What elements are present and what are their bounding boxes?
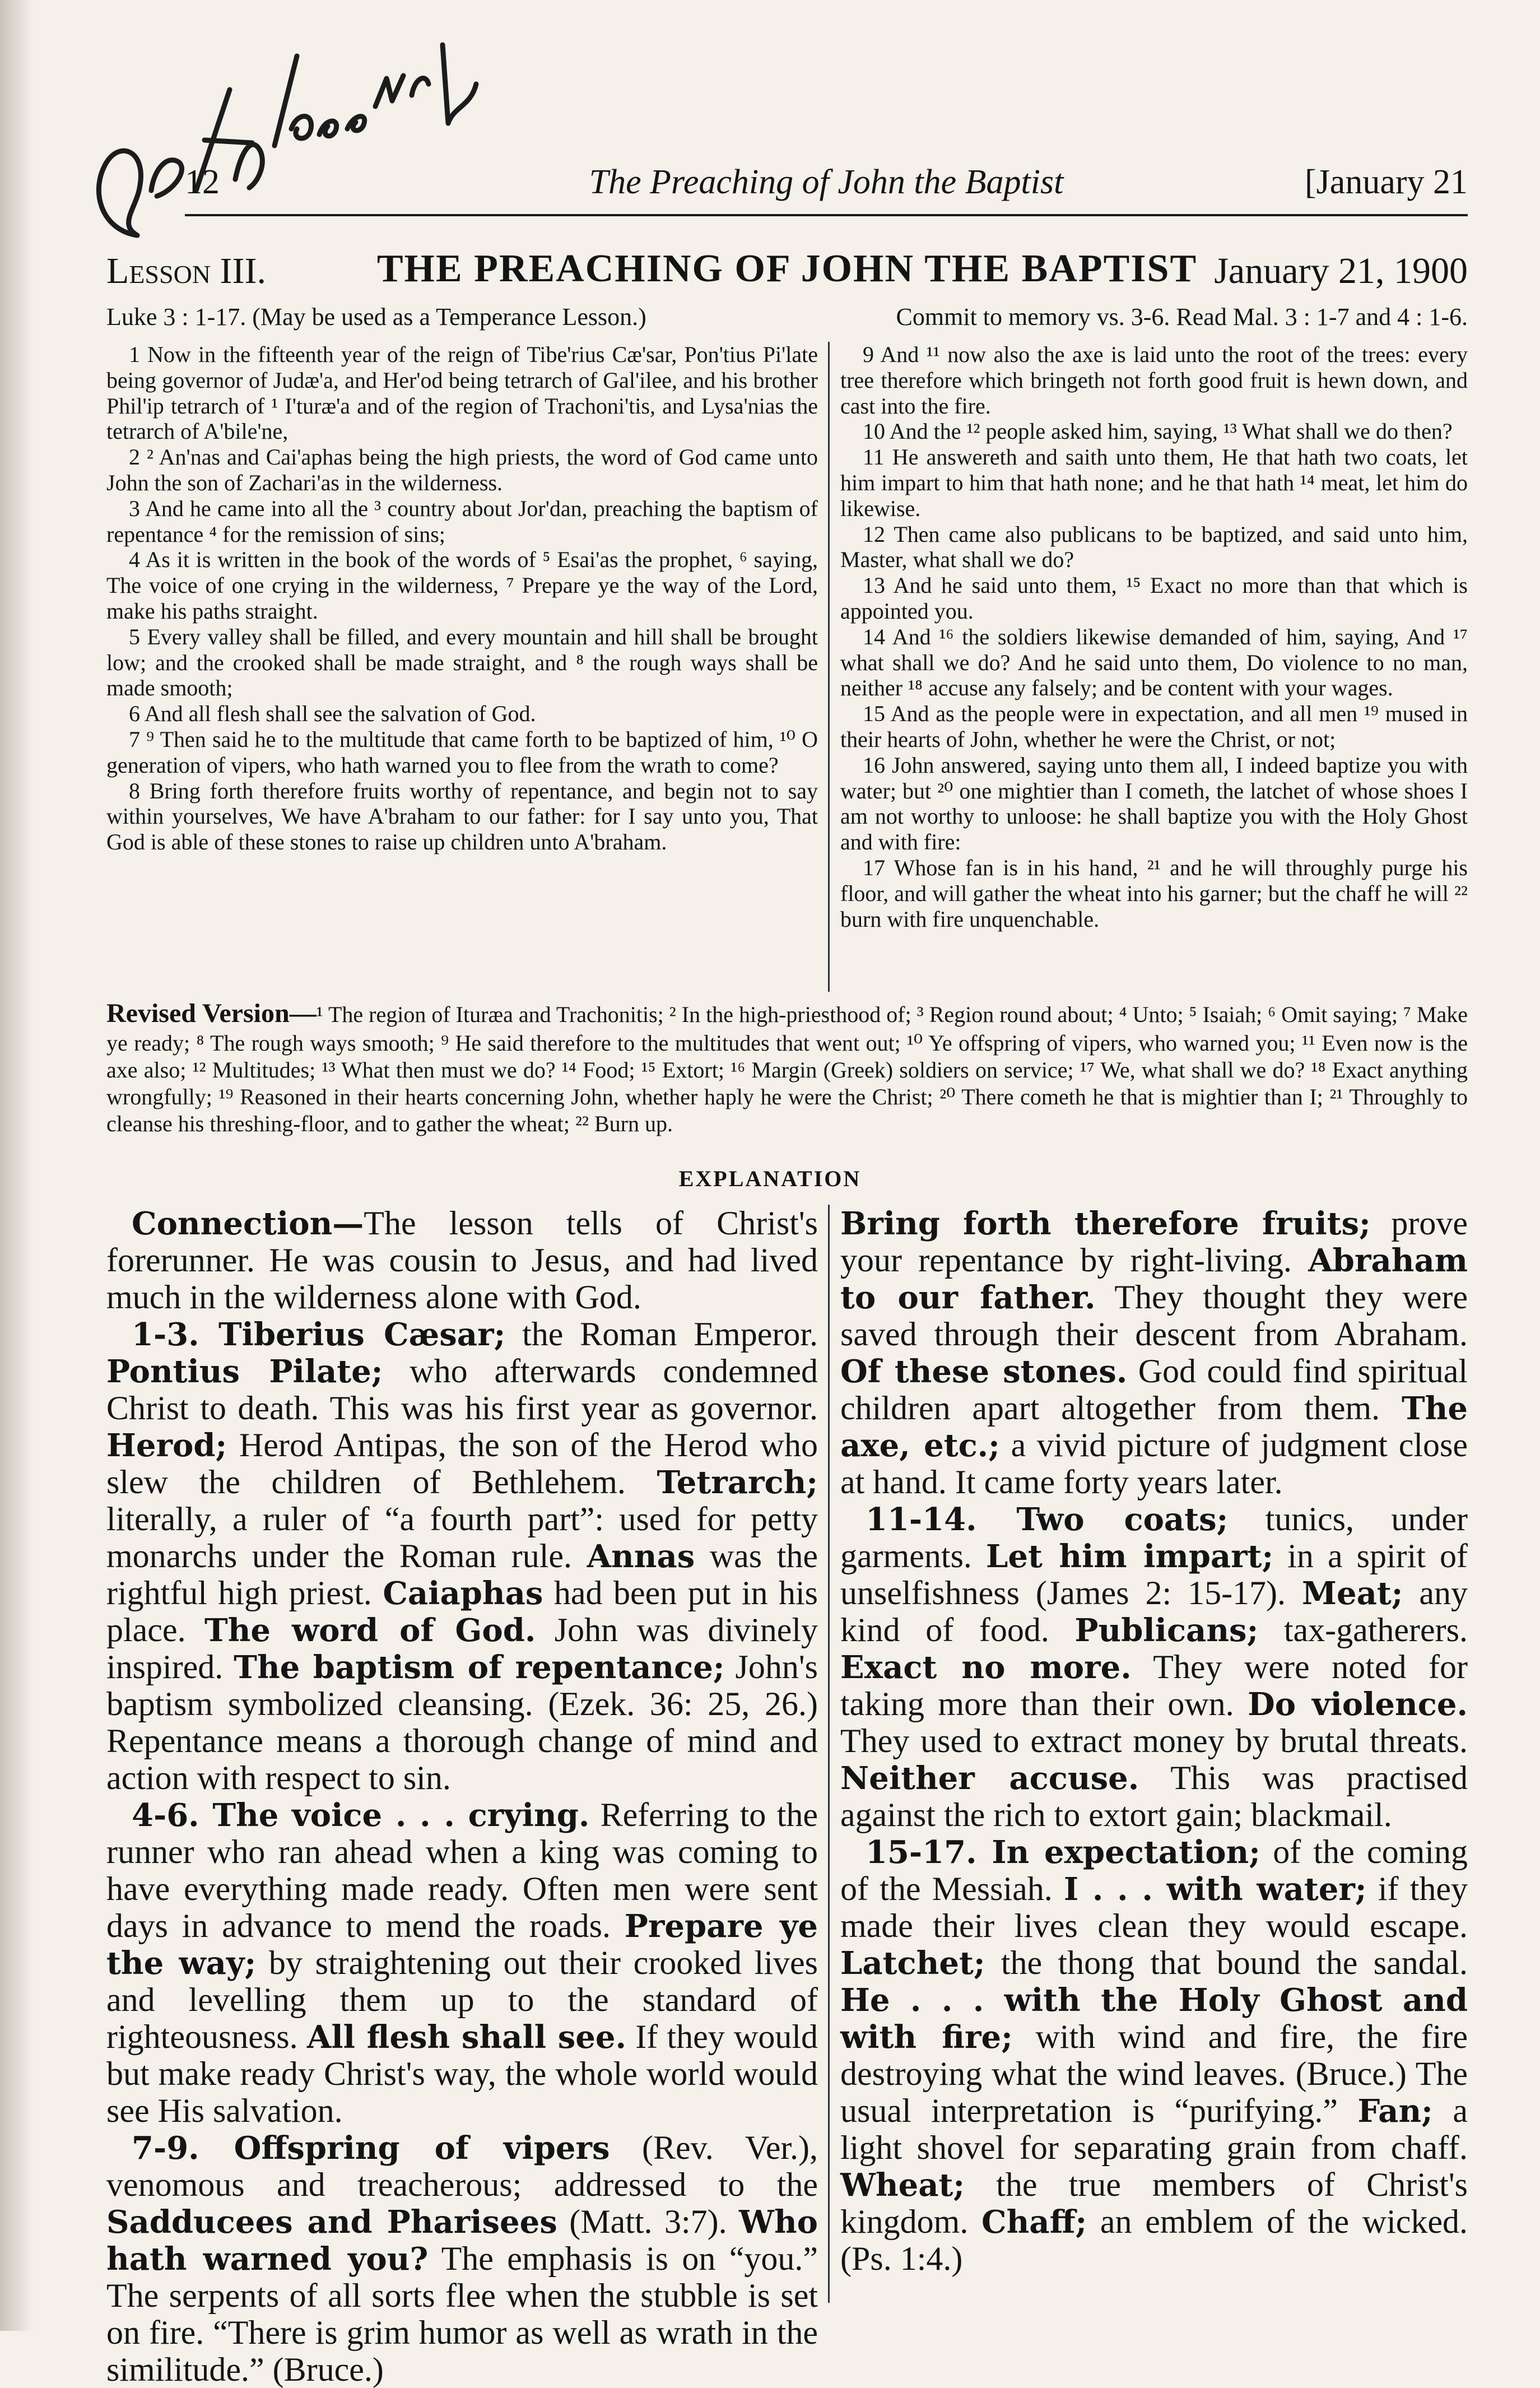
explanation-paragraph: 1-3. Tiberius Cæsar; the Roman Emperor. Pontius Pilate; who afterwards condemned Christ to death. This was his first year as governor. Herod; Herod Antipas, the son of the Herod who slew the children of Bethlehem. Tetrarch; literally, a ruler of “a fourth part”: used for petty monarchs under the Roman rule. Annas was the rightful high priest. Caiaphas had been put in his place. The word of God. John was divinely inspired. The baptism of repentance; John's baptism symbolized cleansing. (Ezek. 36: 25, 26.) Repentance means a thorough change of mind and action with respect to sin. [106,1316,818,1796]
verse: 16 John answered, saying unto them all, I indeed baptize you with water; but ²⁰ one mightier than I cometh, the latchet of whose shoes I am not worthy to unloose: he shall baptize you with the Holy Ghost and with fire: [840,752,1468,855]
lesson-number: Lesson III. [106,250,266,291]
running-title: The Preaching of John the Baptist [589,163,1064,201]
verse: 12 Then came also publicans to be baptized, and said unto him, Master, what shall we do? [840,521,1468,573]
lesson-date: January 21, 1900 [1214,250,1468,291]
explanation-paragraph: Bring forth therefore fruits; prove your repentance by right-living. Abraham to our father. They thought they were saved through their descent from Abraham. Of these stones. God could find spiritual children apart altogether from them. The axe, etc.; a vivid picture of judgment close at hand. It came forty years later. [840,1205,1468,1500]
explanation-paragraph: Connection—The lesson tells of Christ's forerunner. He was cousin to Jesus, and had lived much in the wilderness alone with God. [106,1205,818,1316]
running-date: [January 21 [1305,163,1468,201]
lesson-title: THE PREACHING OF JOHN THE BAPTIST [376,247,1198,290]
verse: 9 And ¹¹ now also the axe is laid unto the root of the trees: every tree therefore which bringeth not forth good fruit is hewn down, and cast into the fire. [840,342,1468,419]
memory-instruction: Commit to memory vs. 3-6. Read Mal. 3 : 1-7 and 4 : 1-6. [896,303,1468,331]
header-rule [185,214,1468,216]
running-head [185,162,1468,207]
verse: 8 Bring forth therefore fruits worthy of repentance, and begin not to say within yourselves, We have A'braham to our father: for I say unto you, That God is able of these stones to raise up children unto A'braham. [106,778,818,855]
verse: 15 And as the people were in expectation, and all men ¹⁹ mused in their hearts of John, whether he were the Christ, or not; [840,701,1468,752]
page-number: 12 [185,163,220,201]
explanation-paragraph: 11-14. Two coats; tunics, under garments. Let him impart; in a spirit of unselfishness (James 2: 15-17). Meat; any kind of food. Publicans; tax-gatherers. Exact no more. They were noted for taking more than their own. Do violence. They used to extract money by brutal threats. Neither accuse. This was practised against the rich to extort gain; blackmail. [840,1500,1468,1833]
explanation-heading: EXPLANATION [678,1166,862,1191]
column-divider [828,1205,830,2303]
verse: 3 And he came into all the ³ country about Jor'dan, preaching the baptism of repentance ⁴ for the remission of sins; [106,495,818,547]
revised-version-text: ¹ The region of Ituræa and Trachonitis; ² In the high-priesthood of; ³ Region round about; ⁴ Unto; ⁵ Isaiah; ⁶ Omit saying; ⁷ Make ye ready; ⁸ The rough ways smooth; ⁹ He said therefore to the multitudes that went out; ¹⁰ Ye offspring of vipers, who warned you; ¹¹ Even now is the axe also; ¹² Multitudes; ¹³ What then must we do? ¹⁴ Food; ¹⁵ Extort; ¹⁶ Margin (Greek) soldiers on service; ¹⁷ We, what shall we do? ¹⁸ Exact anything wrongfully; ¹⁹ Reasoned in their hearts concerning John, whether haply he were the Christ; ²⁰ There cometh he that is mightier than I; ²¹ Throughly to cleanse his threshing-floor, and to gather the wheat; ²² Burn up. [106,1002,1468,1136]
verse: 1 Now in the fifteenth year of the reign of Tibe'rius Cæ'sar, Pon'tius Pi'late being governor of Judæ'a, and Her'od being tetrarch of Gal'ilee, and his brother Phil'ip tetrarch of ¹ I'turæ'a and of the region of Trachoni'tis, and Lysa'nias the tetrarch of A'bile'ne, [106,342,818,444]
scripture-left-column [106,342,818,992]
lesson-subheading [106,303,1468,331]
explanation-paragraph: 7-9. Offspring of vipers (Rev. Ver.), venomous and treacherous; addressed to the Sadducees and Pharisees (Matt. 3:7). Who hath warned you? The emphasis is on “you.” The serpents of all sorts flee when the stubble is set on fire. “There is grim humor as well as wrath in the similitude.” (Bruce.) [106,2129,818,2388]
verse: 2 ² An'nas and Cai'aphas being the high priests, the word of God came unto John the son of Zachari'as in the wilderness. [106,444,818,495]
revised-version-notes [106,997,1468,1137]
verse: 5 Every valley shall be filled, and every mountain and hill shall be brought low; and the crooked shall be made straight, and ⁸ the rough ways shall be made smooth; [106,624,818,701]
verse: 7 ⁹ Then said he to the multitude that came forth to be baptized of him, ¹⁰ O generation of vipers, who hath warned you to flee from the wrath to come? [106,726,818,778]
scripture-right-column [840,342,1468,992]
lesson-reference: Luke 3 : 1-17. (May be used as a Temperance Lesson.) [106,303,646,331]
explanation-paragraph: 15-17. In expectation; of the coming of the Messiah. I . . . with water; if they made their lives clean they would escape. Latchet; the thong that bound the sandal. He . . . with the Holy Ghost and with fire; with wind and fire, the fire destroying what the wind leaves. (Bruce.) The usual interpretation is “purifying.” Fan; a light shovel for separating grain from chaff. Wheat; the true members of Christ's kingdom. Chaff; an emblem of the wicked. (Ps. 1:4.) [840,1833,1468,2277]
verse: 13 And he said unto them, ¹⁵ Exact no more than that which is appointed you. [840,573,1468,624]
verse: 17 Whose fan is in his hand, ²¹ and he will throughly purge his floor, and will gather the wheat into his garner; but the chaff he will ²² burn with fire unquenchable. [840,854,1468,932]
explanation-paragraph: 4-6. The voice . . . crying. Referring to the runner who ran ahead when a king was coming to have everything made ready. Often men were sent days in advance to mend the roads. Prepare ye the way; by straightening out their crooked lives and levelling them up to the standard of righteousness. All flesh shall see. If they would but make ready Christ's way, the whole world would see His salvation. [106,1796,818,2129]
explanation-right-column [840,1205,1468,2303]
lesson-heading [106,247,1468,297]
verse: 11 He answereth and saith unto them, He that hath two coats, let him impart to him that hath none; and he that hath ¹⁴ meat, let him do likewise. [840,444,1468,521]
revised-version-label: Revised Version— [106,998,317,1028]
handwritten-note-drawing [84,22,487,263]
verse: 6 And all flesh shall see the salvation of God. [129,701,536,727]
explanation-left-column [106,1205,818,2388]
verse: 14 And ¹⁶ the soldiers likewise demanded of him, saying, And ¹⁷ what shall we do? And he said unto them, Do violence to no man, neither ¹⁸ accuse any falsely; and be content with your wages. [840,624,1468,701]
column-divider [828,342,830,992]
verse: 4 As it is written in the book of the words of ⁵ Esai'as the prophet, ⁶ saying, The voice of one crying in the wilderness, ⁷ Prepare ye the way of the Lord, make his paths straight. [106,547,818,624]
verse: 10 And the ¹² people asked him, saying, ¹³ What shall we do then? [863,419,1453,444]
